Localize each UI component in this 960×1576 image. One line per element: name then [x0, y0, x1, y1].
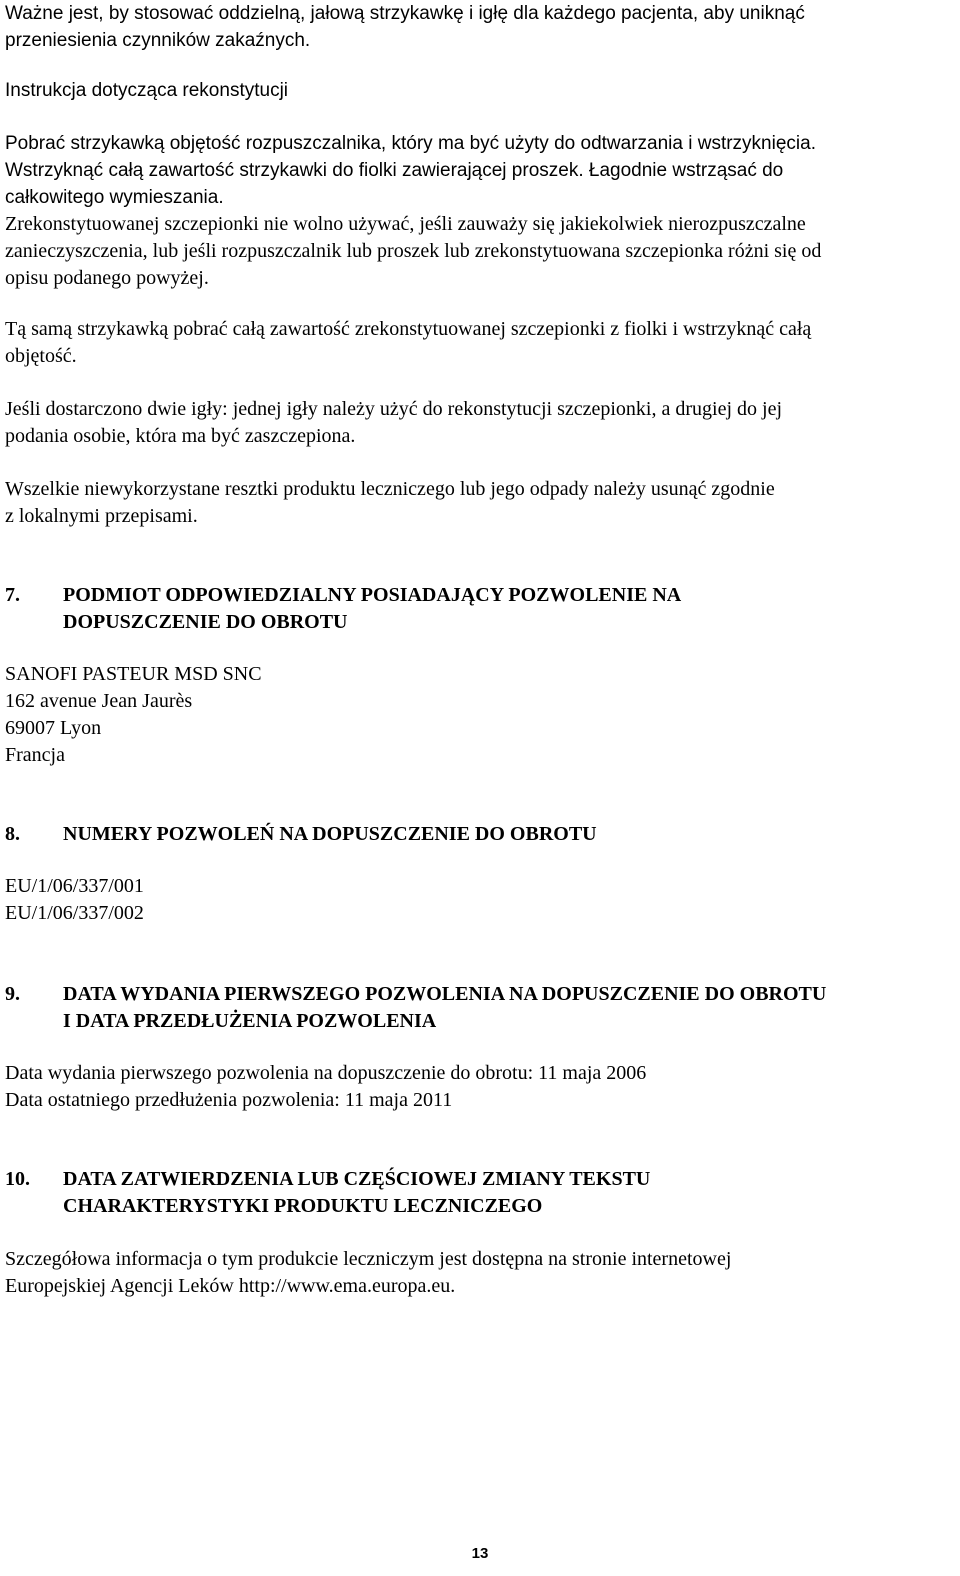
- paragraph-line: Wstrzyknąć całą zawartość strzykawki do fiolki zawierającej proszek. Łagodnie wstrząsać do: [5, 160, 784, 181]
- date-line: Data ostatniego przedłużenia pozwolenia: 11 maja 2011: [5, 1089, 453, 1111]
- section-title-line: NUMERY POZWOLEŃ NA DOPUSZCZENIE DO OBROTU: [63, 823, 597, 845]
- section-title-line: DATA ZATWIERDZENIA LUB CZĘŚCIOWEJ ZMIANY TEKSTU: [63, 1168, 651, 1190]
- section-7-heading: [5, 582, 955, 636]
- paragraph-line: Szczegółowa informacja o tym produkcie leczniczym jest dostępna na stronie internetowej: [5, 1248, 732, 1270]
- reconstitution-paragraph-2: [5, 211, 955, 292]
- section-title-line: DATA WYDANIA PIERWSZEGO POZWOLENIA NA DOPUSZCZENIE DO OBROTU: [63, 983, 827, 1005]
- paragraph-line: opisu podanego powyżej.: [5, 267, 209, 289]
- address-line: SANOFI PASTEUR MSD SNC: [5, 663, 262, 685]
- section-title-line: PODMIOT ODPOWIEDZIALNY POSIADAJĄCY POZWOLENIE NA: [63, 584, 682, 606]
- section-10-heading: [5, 1166, 955, 1220]
- section-title-line: I DATA PRZEDŁUŻENIA POZWOLENIA: [63, 1010, 437, 1032]
- section-number: 8.: [5, 823, 20, 845]
- reconstitution-paragraph-4: [5, 396, 955, 450]
- section-9-heading: [5, 981, 955, 1035]
- reconstitution-paragraph-3: [5, 316, 955, 370]
- reconstitution-heading: [5, 77, 955, 104]
- paragraph-line: Tą samą strzykawką pobrać całą zawartość zrekonstytuowanej szczepionki z fiolki i wstrzyknąć całą: [5, 318, 812, 340]
- paragraph-line: z lokalnymi przepisami.: [5, 505, 198, 527]
- paragraph-line: objętość.: [5, 345, 77, 367]
- address-line: 69007 Lyon: [5, 717, 102, 739]
- section-title-line: DOPUSZCZENIE DO OBROTU: [63, 611, 348, 633]
- paragraph-line: Wszelkie niewykorzystane resztki produktu leczniczego lub jego odpady należy usunąć zgodnie: [5, 478, 775, 500]
- paragraph-line: całkowitego wymieszania.: [5, 187, 224, 208]
- address-line: Francja: [5, 744, 65, 766]
- paragraph-line: Pobrać strzykawką objętość rozpuszczalnika, który ma być użyty do odtwarzania i wstrzyknięcia.: [5, 133, 816, 154]
- section-number: 7.: [5, 584, 20, 606]
- paragraph-line: podania osobie, która ma być zaszczepiona.: [5, 425, 356, 447]
- date-line: Data wydania pierwszego pozwolenia na dopuszczenie do obrotu: 11 maja 2006: [5, 1062, 647, 1084]
- paragraph-line: zanieczyszczenia, lub jeśli rozpuszczalnik lub proszek lub zrekonstytuowana szczepionka różni się od: [5, 240, 822, 262]
- intro-paragraph: [5, 0, 955, 54]
- section-title-line: CHARAKTERYSTYKI PRODUKTU LECZNICZEGO: [63, 1195, 543, 1217]
- paragraph-line: Europejskiej Agencji Leków http://www.ema.europa.eu.: [5, 1275, 456, 1297]
- intro-line: przeniesienia czynników zakaźnych.: [5, 30, 311, 51]
- authorisation-number: EU/1/06/337/001: [5, 875, 144, 897]
- section-number: 10.: [5, 1168, 30, 1190]
- holder-address: [5, 661, 955, 769]
- section-number: 9.: [5, 983, 20, 1005]
- section-8-heading: [5, 821, 955, 848]
- authorisation-numbers: [5, 873, 955, 927]
- paragraph-line: Jeśli dostarczono dwie igły: jednej igły należy użyć do rekonstytucji szczepionki, a drugiej do jej: [5, 398, 783, 420]
- reconstitution-heading-text: Instrukcja dotycząca rekonstytucji: [5, 80, 289, 101]
- intro-line: Ważne jest, by stosować oddzielną, jałową strzykawkę i igłę dla każdego pacjenta, aby uniknąć: [5, 3, 805, 24]
- address-line: 162 avenue Jean Jaurès: [5, 690, 193, 712]
- disposal-paragraph: [5, 476, 955, 530]
- page-number: 13: [471, 1545, 489, 1562]
- ema-info-paragraph: [5, 1246, 955, 1300]
- authorisation-number: EU/1/06/337/002: [5, 902, 144, 924]
- reconstitution-paragraph-1: [5, 130, 955, 211]
- paragraph-line: Zrekonstytuowanej szczepionki nie wolno używać, jeśli zauważy się jakiekolwiek nierozpuszczalne: [5, 213, 806, 235]
- authorisation-dates: [5, 1060, 955, 1114]
